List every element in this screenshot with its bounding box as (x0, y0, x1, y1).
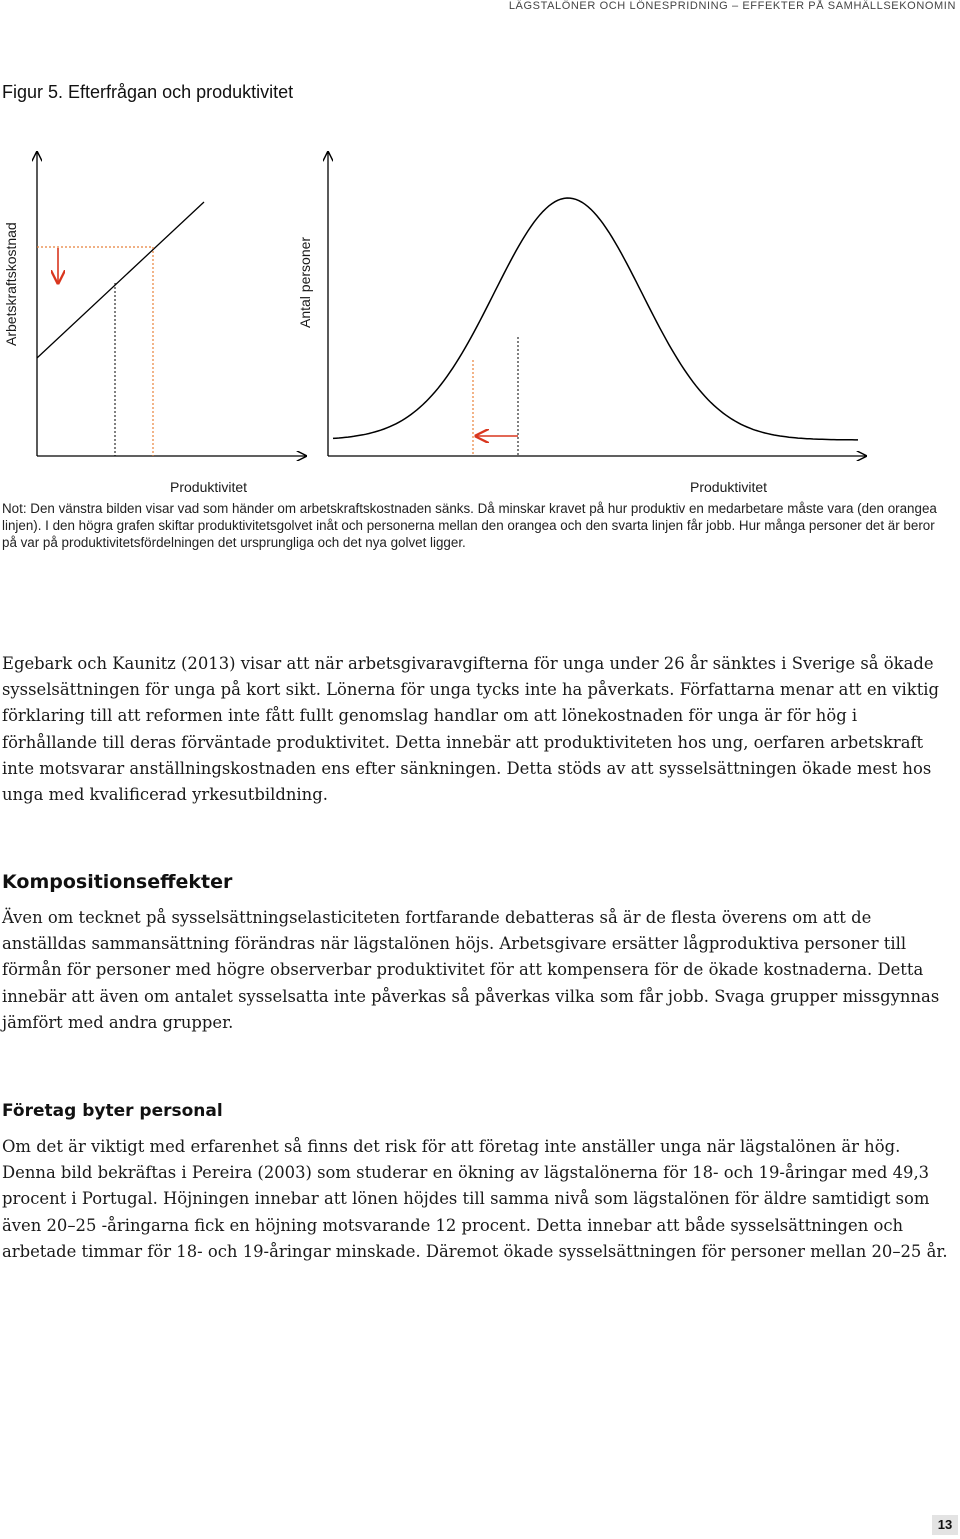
paragraph-2: Även om tecknet på sysselsättningselasticiteten fortfarande debatteras så är de flesta överens om att de anställdas sammansättning förändras när lägstalönen höjs. Arbetsgivare ersätter lågproduktiva personer till förmån för personer med högre observerbar produktivitet för att kompensera för de ökade kostnaderna. Detta innebär att även om antalet sysselsatta inte påverkas så påverkas vilka som får jobb. Svaga grupper missgynnas jämfört med andra grupper. (2, 908, 940, 1032)
figure-title: Figur 5. Efterfrågan och produktivitet (2, 82, 294, 102)
right-y-axis-label: Antal personer (297, 236, 313, 328)
right-x-axis-label: Produktivitet (690, 479, 768, 495)
heading-foretag-byter-personal: Företag byter personal (2, 1101, 223, 1121)
right-chart (297, 152, 866, 456)
paragraph-3: Om det är viktigt med erfarenhet så finns det risk för att företag inte anställer unga när lägstalönen är hög. Denna bild bekräftas i Pereira (2003) som studerar en ökning av lägstalönerna för 18- och 19-åringar med 49,3 procent i Portugal. Höjningen innebar att lönen höjdes till samma nivå som lägstalönen för äldre samtidigt som även 20–25 -åringarna fick en höjning motsvarande 12 procent. Detta innebar att både sysselsättningen och arbetade timmar för 18- och 19-åringar minskade. Däremot ökade sysselsättningen för personer mellan 20–25 år. (2, 1137, 948, 1261)
page-number: 13 (932, 1515, 958, 1535)
running-header: LÄGSTALÖNER OCH LÖNESPRIDNING – EFFEKTER PÅ SAMHÄLLSEKONOMIN (508, 0, 956, 12)
paragraph-1: Egebark och Kaunitz (2013) visar att när arbetsgivaravgifterna för unga under 26 år sänktes i Sverige så ökade sysselsättningen för unga på kort sikt. Lönerna för unga tycks inte ha påverkats. Författarna menar att en viktig förklaring till att reformen inte fått fullt genomslag handlar om att lönekostnaden för unga är för hög i förhållande till deras förväntade produktivitet. Detta innebär att produktiviteten hos ung, oerfaren arbetskraft inte motsvarar anställningskostnaden ens efter sänkningen. Detta stöds av att sysselsättningen ökade mest hos unga med kvalificerad yrkesutbildning. (2, 654, 940, 805)
left-cost-line (37, 202, 204, 358)
figure-5 (0, 140, 960, 500)
left-y-axis-label: Arbetskraftskostnad (3, 222, 19, 346)
left-chart (3, 152, 306, 456)
heading-kompositionseffekter: Kompositionseffekter (2, 871, 233, 893)
distribution-curve (333, 198, 858, 440)
figure-note: Not: Den vänstra bilden visar vad som händer om arbetskraftskostnaden sänks. Då minskar kravet på hur produktiv en medarbetare måste vara (den orangea linjen). I den högra grafen skiftar produktivitetsgolvet inåt och personerna mellan den orangea och den svarta linjen får jobb. Hur många personer det är beror på var på produktivitetsfördelningen det ursprungliga och det nya golvet ligger. (2, 501, 937, 551)
left-x-axis-label: Produktivitet (170, 479, 248, 495)
